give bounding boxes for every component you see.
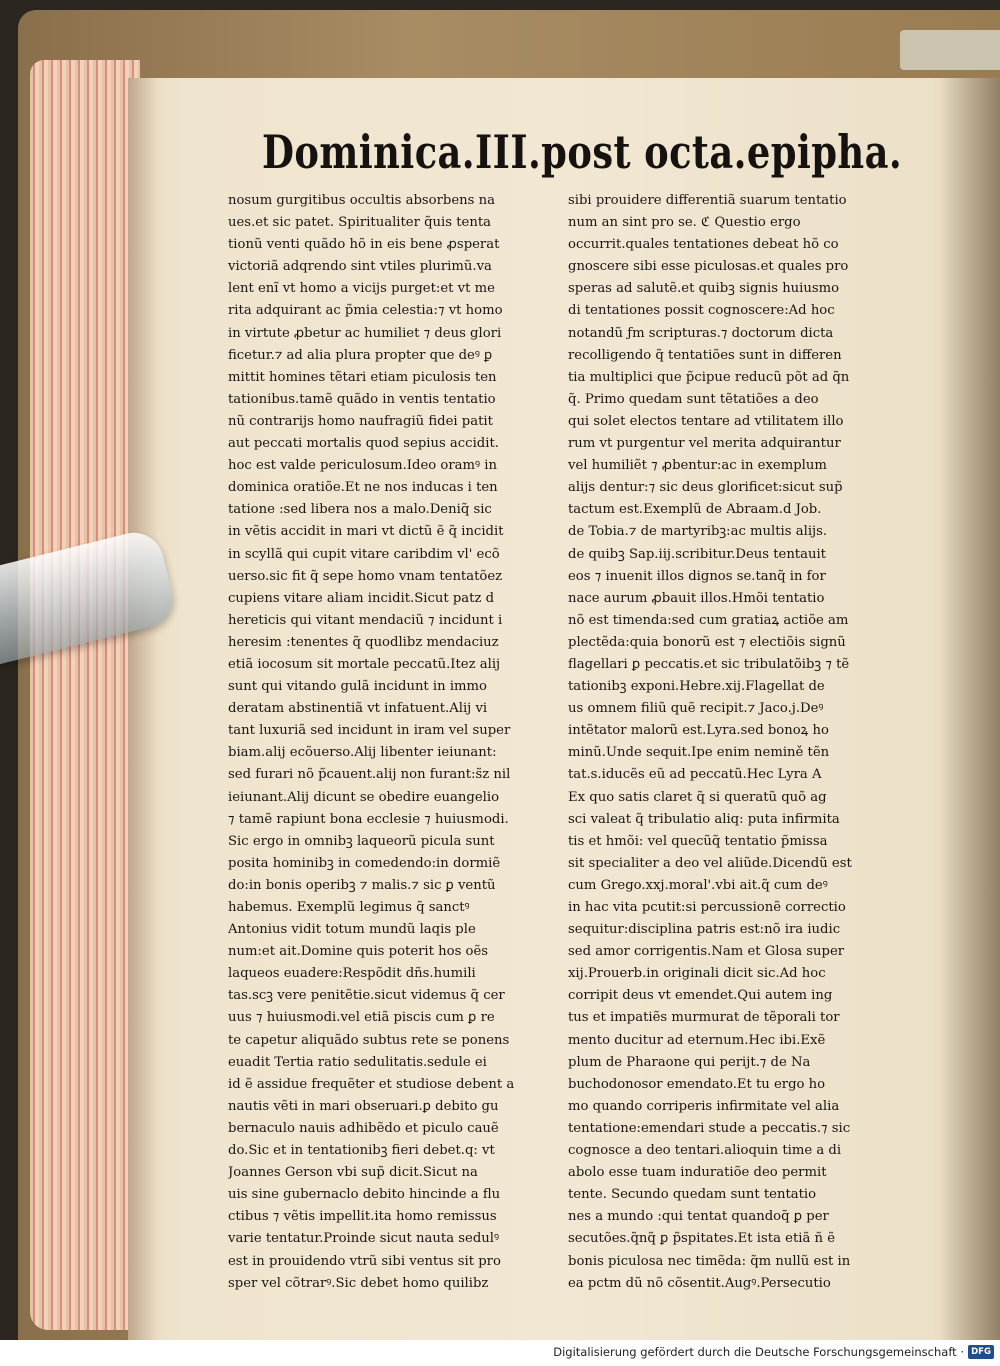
dfg-logo: DFG — [968, 1345, 994, 1359]
text-line: plectẽda:quia bonorũ est ⁊ electiõis signũ — [568, 634, 846, 650]
text-line: sunt qui vitando gulã incidunt in immo — [228, 679, 487, 695]
text-line: cupiens vitare aliam incidit.Sicut patz d — [228, 590, 495, 606]
text-line: tat.s.iducẽs eũ ad peccatũ.Hec Lyra A — [568, 767, 822, 783]
text-line: mo quando corriperis infirmitate vel alia — [568, 1098, 840, 1114]
text-line: rita adquirant ac p̃mia celestia:⁊ vt homo — [228, 303, 503, 319]
text-line: sper vel cõtrarꝰ.Sic debet homo quilibz — [228, 1275, 489, 1291]
text-line: gnoscere sibi esse piculosas.et quales pro — [568, 259, 849, 275]
text-line: ctibus ⁊ vẽtis impellit.ita homo remissus — [228, 1209, 497, 1225]
text-line: qui solet electos tentare ad vtilitatem illo — [568, 413, 844, 429]
text-line: aut peccati mortalis quod sepius accidit. — [228, 436, 499, 452]
text-line: dominica oratiõe.Et ne nos inducas i ten — [228, 480, 498, 496]
left-text-column — [228, 190, 553, 1295]
text-line: q̃. Primo quedam sunt tẽtatiões a deo — [568, 391, 819, 407]
text-line: sci valeat q̃ tribulatio aliq: puta infirmita — [568, 811, 840, 827]
text-line: ues.et sic patet. Spiritualiter q̃uis tenta — [228, 215, 491, 231]
gutter-shadow — [940, 78, 1000, 1340]
text-line: vel humiliẽt ⁊ ꝓbentur:ac in exemplum — [568, 458, 827, 474]
text-line: deratam abstinentiã vt infatuent.Alij vi — [228, 701, 488, 717]
text-line: id ẽ assidue frequẽter et studiose debent a — [228, 1076, 515, 1092]
page-edges — [30, 60, 140, 1330]
text-line: ieiunant.Alij dicunt se obedire euangelio — [228, 789, 500, 805]
binding-band — [900, 30, 1000, 70]
text-line: Sic ergo in omnibꝫ laqueorũ picula sunt — [228, 833, 495, 849]
text-line: nõ est timenda:sed cum gratiaꝝ actiõe am — [568, 612, 849, 628]
text-line: sed furari nõ p̃cauent.alij non furant:s̃z nil — [228, 767, 511, 783]
text-line: biam.alij ecõuerso.Alij libenter ieiunant: — [228, 745, 497, 761]
text-line: sibi prouidere differentiã suarum tentatio — [568, 193, 847, 208]
text-line: ea pctm dũ nõ cõsentit.Augꝰ.Persecutio — [568, 1275, 831, 1291]
footer-bar — [0, 1340, 1000, 1366]
text-line: tionũ venti quãdo hõ in eis bene ꝓsperat — [228, 237, 500, 253]
text-line: tus et impatiẽs murmurat de tẽporali tor — [568, 1010, 840, 1026]
leaf-shadow — [128, 78, 158, 1340]
text-line: nace aurum ꝓbauit illos.Hmõi tentatio — [568, 590, 825, 606]
text-line: nes a mundo :qui tentat quandoq̃ ꝑ per — [568, 1209, 829, 1225]
text-line: abolo esse tuam induratiõe deo permit — [568, 1165, 827, 1181]
text-line: hereticis qui vitant mendaciũ ⁊ incidunt i — [228, 612, 503, 628]
text-line: tant luxuriã sed incidunt in iram vel super — [228, 723, 511, 739]
text-line: sit specialiter a deo vel aliũde.Dicendũ est — [568, 855, 852, 871]
text-line: tentatione:emendari stude a peccatis.⁊ sic — [568, 1120, 851, 1136]
text-line: nosum gurgitibus occultis absorbens na — [228, 193, 495, 208]
text-line: tente. Secundo quedam sunt tentatio — [568, 1187, 817, 1203]
text-line: varie tentatur.Proinde sicut nauta sedulꝰ — [228, 1231, 500, 1247]
text-line: alijs dentur:⁊ sic deus glorificet:sicut sup̃ — [568, 480, 843, 496]
text-line: de quibꝫ Sap.iij.scribitur.Deus tentauit — [568, 546, 826, 562]
text-line: hoc est valde periculosum.Ideo oramꝰ in — [228, 458, 497, 474]
right-text-column — [568, 190, 908, 1295]
text-line: etiã iocosum sit mortale peccatũ.Itez alij — [228, 656, 501, 672]
text-line: buchodonosor emendato.Et tu ergo ho — [568, 1076, 826, 1092]
text-line: tationibꝫ exponi.Hebre.xij.Flagellat de — [568, 679, 825, 695]
text-line: do:in bonis operibꝫ ⁊ malis.⁊ sic ꝑ ventũ — [228, 877, 496, 893]
text-line: victoriã adqrendo sint vtiles plurimũ.va — [228, 259, 492, 275]
text-line: tis et hmõi: vel quecũq̃ tentatio p̃missa — [568, 833, 828, 849]
text-line: posita hominibꝫ in comedendo:in dormiẽ — [228, 855, 501, 871]
text-line: tas.scꝫ vere penitẽtie.sicut videmus q̃ cer — [228, 988, 505, 1004]
text-line: cum Grego.xxj.moral'.vbi ait.q̃ cum deꝰ — [568, 877, 828, 893]
text-line: bernaculo nauis adhibẽdo et piculo cauẽ — [228, 1120, 499, 1136]
text-line: uerso.sic fit q̃ sepe homo vnam tentatõez — [228, 568, 503, 584]
text-line: bonis piculosa nec timẽda: q̃m nullũ est in — [568, 1253, 851, 1269]
funding-credit: Digitalisierung gefördert durch die Deutsche Forschungsgemeinschaft · — [553, 1345, 964, 1359]
text-line: occurrit.quales tentationes debeat hõ co — [568, 237, 839, 253]
text-line: num an sint pro se. ℭ Questio ergo — [568, 215, 801, 231]
text-line: sequitur:disciplina patris est:nõ ira iudic — [568, 922, 841, 938]
text-line: tia multiplici que p̃cipue reducũ põt ad q̃n — [568, 369, 850, 385]
text-line: ⁊ tamẽ rapiunt bona ecclesie ⁊ huiusmodi. — [228, 811, 509, 827]
text-line: nũ contrarijs homo naufragiũ fidei patit — [228, 413, 493, 429]
text-line: num:et ait.Domine quis poterit hos oẽs — [228, 944, 489, 960]
text-line: secutões.q̃nq̃ ꝑ p̃spitates.Et ista etiã ñ ẽ — [568, 1231, 836, 1247]
text-line: Joannes Gerson vbi sup̃ dicit.Sicut na — [228, 1165, 478, 1181]
text-line: cognosce a deo tentari.alioquin time a di — [568, 1143, 842, 1159]
text-line: in vẽtis accidit in mari vt dictũ ẽ q̃ incidit — [228, 524, 504, 540]
text-line: habemus. Exemplũ legimus q̃ sanctꝰ — [228, 900, 470, 915]
text-line: eos ⁊ inuenit illos dignos se.tanq̃ in for — [568, 568, 826, 584]
text-line: tatione :sed libera nos a malo.Deniq̃ sic — [228, 502, 492, 518]
text-line: recolligendo q̃ tentatiões sunt in differen — [568, 347, 842, 363]
text-line: Ex quo satis claret q̃ si queratũ quõ ag — [568, 789, 827, 805]
text-line: uus ⁊ huiusmodi.vel etiã piscis cum ꝑ re — [228, 1010, 495, 1026]
text-line: in virtute ꝓbetur ac humiliet ⁊ deus glori — [228, 325, 502, 341]
text-line: xij.Prouerb.in originali dicit sic.Ad hoc — [568, 966, 826, 982]
text-line: heresim :tenentes q̃ quodlibz mendaciuz — [228, 634, 499, 650]
page-heading: Dominica.III.post octa.epipha. — [262, 125, 903, 179]
text-line: rum vt purgentur vel merita adquirantur — [568, 436, 841, 452]
text-line: us omnem filiũ quẽ recipit.⁊ Jaco.j.Deꝰ — [568, 701, 824, 717]
text-line: mento ducitur ad eternum.Hec ibi.Exẽ — [568, 1032, 826, 1048]
text-line: Antonius vidit totum mundũ laqis ple — [228, 922, 476, 938]
text-line: de Tobia.⁊ de martyribꝫ:ac multis alijs. — [568, 524, 828, 540]
text-line: speras ad salutẽ.et quibꝫ signis huiusmo — [568, 281, 840, 297]
text-line: tationibus.tamẽ quãdo in ventis tentatio — [228, 391, 496, 407]
text-line: plum de Pharaone qui perijt.⁊ de Na — [568, 1054, 811, 1070]
text-line: nautis vẽti in mari obseruari.ꝑ debito gu — [228, 1098, 499, 1114]
text-line: tactum est.Exemplũ de Abraam.d Job. — [568, 502, 822, 518]
text-line: notandũ ƒm scripturas.⁊ doctorum dicta — [568, 325, 834, 341]
text-line: minũ.Unde sequit.Ipe enim nemině tẽn — [568, 745, 830, 761]
text-line: laqueos euadere:Respõdit dñs.humili — [228, 966, 476, 982]
text-line: ficetur.⁊ ad alia plura propter que deꝰ ꝑ — [228, 347, 493, 363]
text-line: flagellari ꝑ peccatis.et sic tribulatõibꝫ ⁊ tẽ — [568, 656, 850, 672]
text-line: mittit homines tẽtari etiam piculosis ten — [228, 369, 497, 385]
text-line: lent enĩ vt homo a vicijs purget:et vt me — [228, 281, 495, 297]
text-line: te capetur aliquãdo subtus rete se ponens — [228, 1032, 510, 1048]
text-line: do.Sic et in tentationibꝫ fieri debet.q: vt — [228, 1143, 495, 1159]
text-line: sed amor corrigentis.Nam et Glosa super — [568, 944, 845, 960]
text-line: in scyllã qui cupit vitare caribdim vl' ecõ — [228, 546, 500, 562]
text-line: di tentationes possit cognoscere:Ad hoc — [568, 303, 835, 319]
text-line: intẽtator malorũ est.Lyra.sed bonoꝝ ho — [568, 723, 829, 739]
text-line: est in prouidendo vtrũ sibi ventus sit pro — [228, 1253, 501, 1269]
text-line: euadit Tertia ratio sedulitatis.sedule ei — [228, 1054, 487, 1070]
text-line: corripit deus vt emendet.Qui autem ing — [568, 988, 833, 1004]
text-line: in hac vita pcutit:si percussionẽ correctio — [568, 900, 846, 915]
text-line: uis sine gubernaclo debito hincinde a flu — [228, 1187, 501, 1203]
